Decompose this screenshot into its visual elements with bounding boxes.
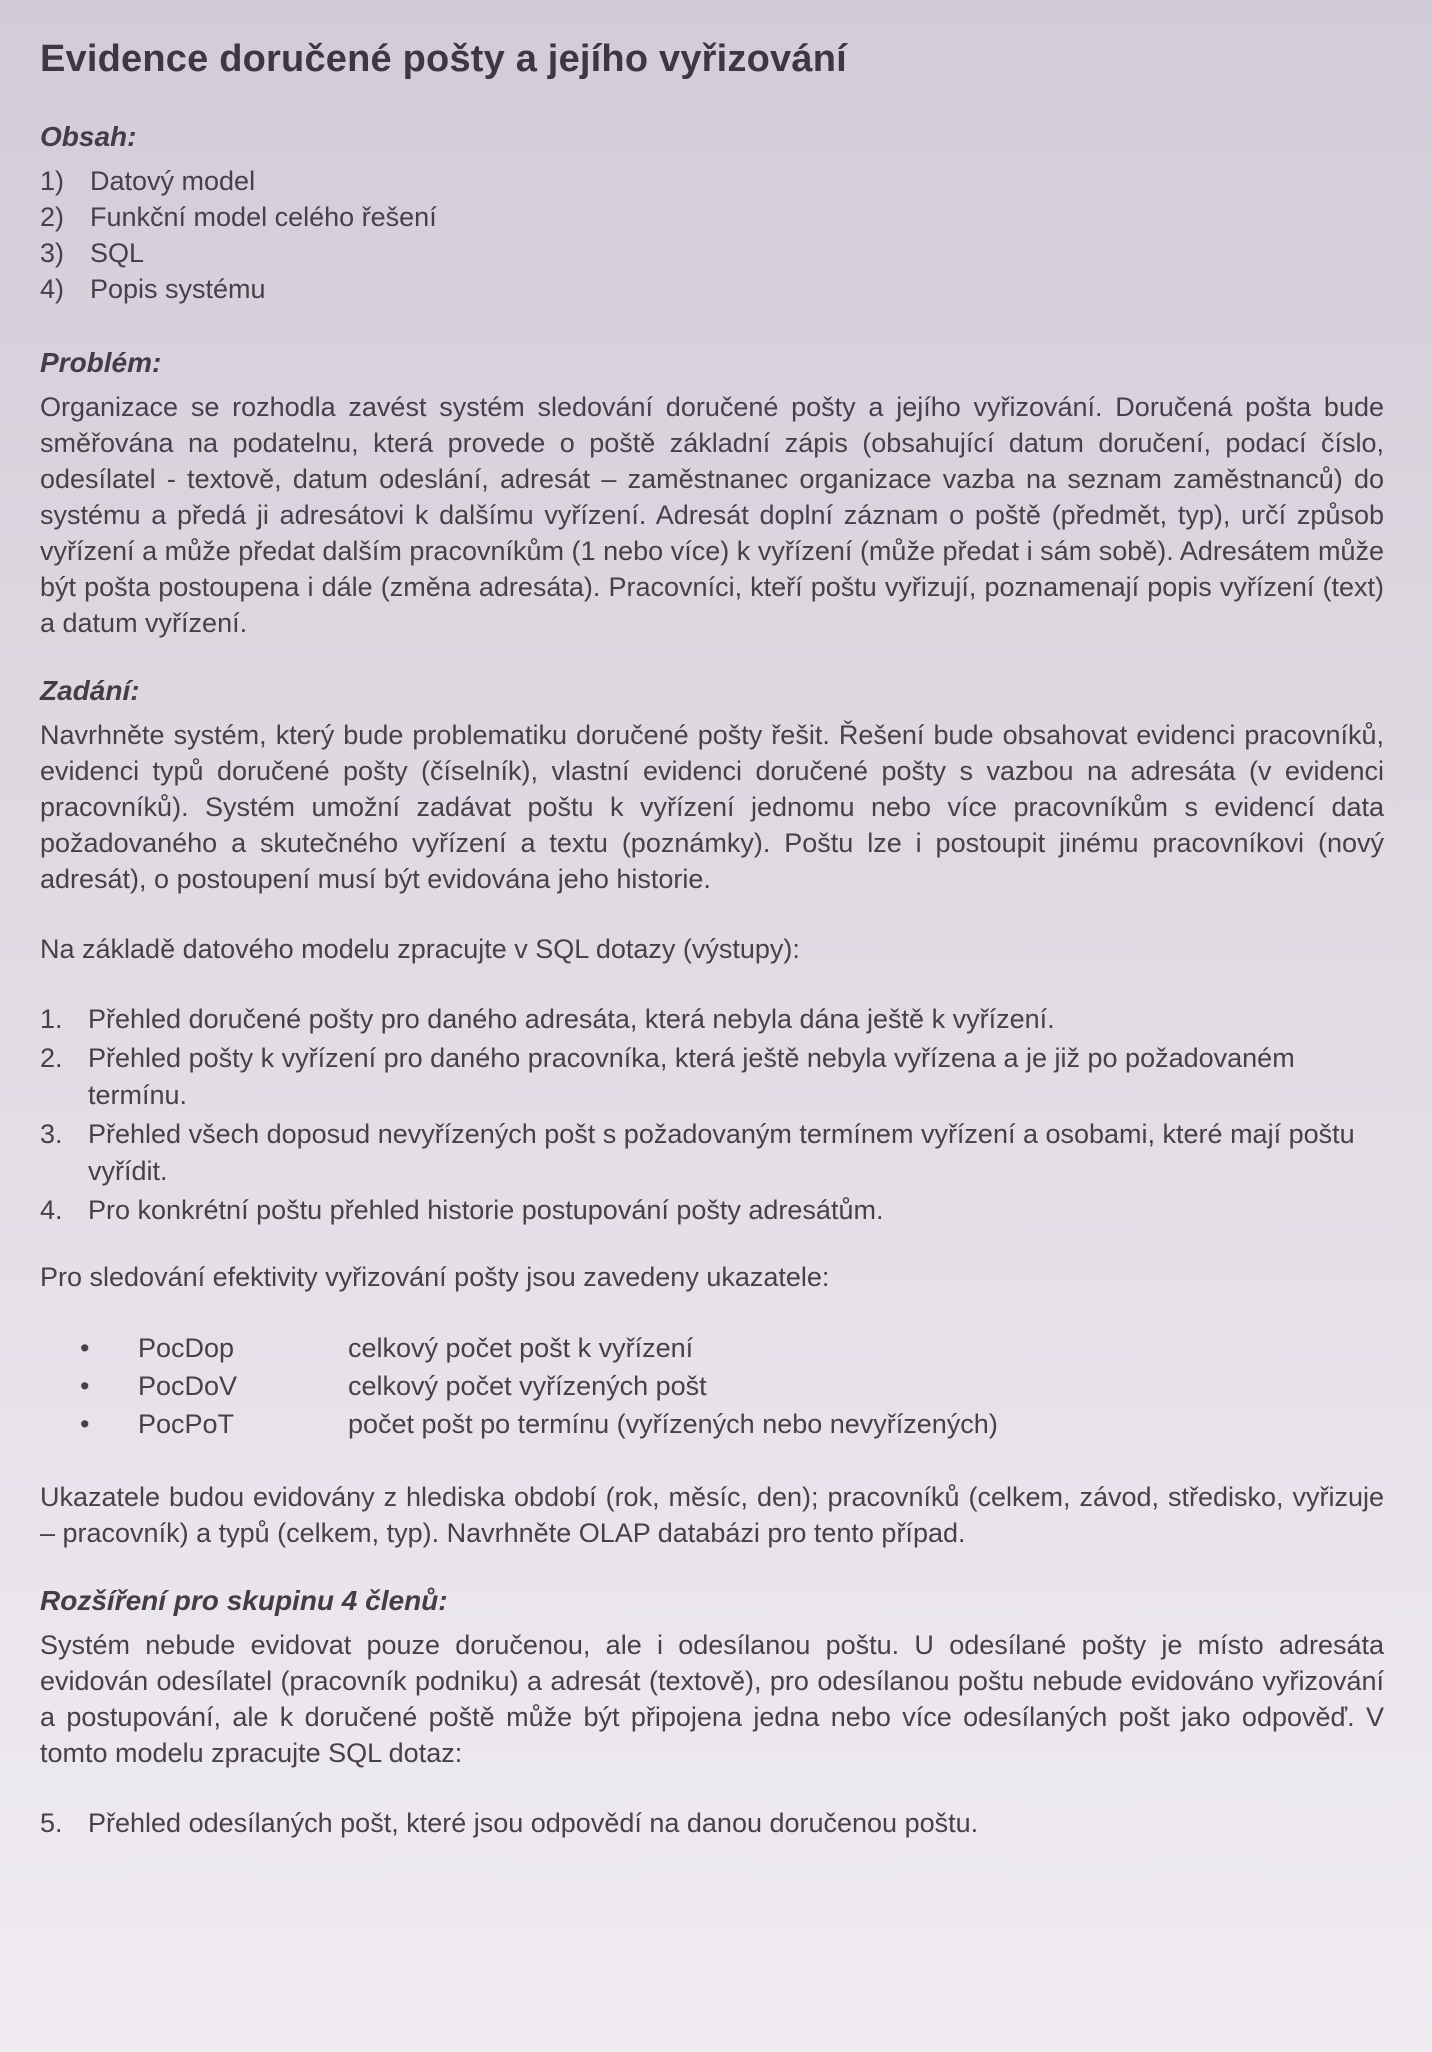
sql-query-item (40, 1116, 1384, 1190)
indicator-code: PocPoT (138, 1409, 235, 1439)
sql-query-item (40, 1192, 1384, 1229)
sql-query-number: 5. (40, 1808, 63, 1838)
sql-intro: Na základě datového modelu zpracujte v SQL dotazy (výstupy): (40, 934, 800, 964)
document-title: Evidence doručené pošty a jejího vyřizování (40, 38, 847, 80)
indicator-item (80, 1405, 1384, 1443)
indicator-item (80, 1367, 1384, 1405)
sql-query-text: Pro konkrétní poštu přehled historie postupování pošty adresátům. (88, 1195, 884, 1225)
problem-paragraph: Organizace se rozhodla zavést systém sledování doručené pošty a jejího vyřizování. Doručená pošta bude směřována na podatelnu, která provede o poště základní zápis (obsahující datum doručení, podací číslo, odesílatel - textově, datum odeslání, adresát – zaměstnanec organizace vazba na seznam zaměstnanců) do systému a předá ji adresátovi k dalšímu vyřízení. Adresát doplní záznam o poště (předmět, typ), určí způsob vyřízení a může předat dalším pracovníkům (1 nebo více) k vyřízení (může předat i sám sobě). Adresátem může být pošta postoupena i dále (změna adresáta). Pracovníci, kteří poštu vyřizují, poznamenají popis vyřízení (text) a datum vyřízení. (40, 392, 1384, 638)
indicator-code: PocDoV (138, 1371, 238, 1401)
extension-heading: Rozšíření pro skupinu 4 členů: (40, 1585, 448, 1616)
assignment-paragraph: Navrhněte systém, který bude problematiku doručené pošty řešit. Řešení bude obsahovat evidenci pracovníků, evidenci typů doručené pošty (číselník), vlastní evidenci doručené pošty s vazbou na adresáta (v evidenci pracovníků). Systém umožní zadávat poštu k vyřízení jednomu nebo více pracovníkům s evidencí data požadovaného a skutečného vyřízení a textu (poznámky). Poštu lze i postoupit jinému pracovníkovi (nový adresát), o postoupení musí být evidována jeho historie. (40, 720, 1384, 894)
extension-paragraph: Systém nebude evidovat pouze doručenou, ale i odesílanou poštu. U odesílané pošty je místo adresáta evidován odesílatel (pracovník podniku) a adresát (textově), pro odesílanou poštu nebude evidováno vyřizování a postupování, ale k doručené poště může být připojena jedna nebo více odesílaných pošt jako odpověď. V tomto modelu zpracujte SQL dotaz: (40, 1630, 1384, 1768)
toc-item (40, 163, 1384, 199)
sql-query-number: 2. (40, 1043, 63, 1073)
toc-item-number: 2) (40, 202, 65, 232)
sql-query-item (40, 1805, 1384, 1842)
toc-item-label: SQL (90, 238, 145, 268)
indicators-intro: Pro sledování efektivity vyřizování pošty jsou zavedeny ukazatele: (40, 1262, 830, 1292)
olap-paragraph: Ukazatele budou evidovány z hlediska období (rok, měsíc, den); pracovníků (celkem, závod, středisko, vyřizuje – pracovník) a typů (celkem, typ). Navrhněte OLAP databázi pro tento případ. (40, 1482, 1384, 1548)
extension-query-list (40, 1805, 1384, 1842)
indicator-description: počet pošt po termínu (vyřízených nebo nevyřízených) (348, 1409, 998, 1439)
toc-heading: Obsah: (40, 121, 137, 152)
toc-item-number: 3) (40, 238, 65, 268)
bullet-icon: • (80, 1371, 90, 1401)
sql-query-text: Přehled všech doposud nevyřízených pošt s požadovaným termínem vyřízení a osobami, které mají poštu vyřídit. (88, 1119, 1355, 1186)
indicator-code: PocDop (138, 1333, 235, 1363)
indicator-description: celkový počet pošt k vyřízení (348, 1333, 694, 1363)
sql-query-number: 1. (40, 1004, 63, 1034)
sql-query-text: Přehled pošty k vyřízení pro daného pracovníka, která ještě nebyla vyřízena a je již po požadovaném termínu. (88, 1043, 1295, 1110)
toc-item-label: Datový model (90, 166, 256, 196)
table-of-contents (40, 163, 1384, 307)
toc-item (40, 235, 1384, 271)
sql-query-item (40, 1040, 1384, 1114)
indicator-list (40, 1329, 1384, 1443)
problem-heading: Problém: (40, 347, 162, 378)
toc-item (40, 271, 1384, 307)
toc-item-number: 1) (40, 166, 65, 196)
toc-item-label: Popis systému (90, 274, 266, 304)
sql-query-list (40, 1001, 1384, 1229)
sql-query-text: Přehled doručené pošty pro daného adresáta, která nebyla dána ještě k vyřízení. (88, 1004, 1055, 1034)
sql-query-number: 4. (40, 1195, 63, 1225)
bullet-icon: • (80, 1333, 90, 1363)
indicator-description: celkový počet vyřízených pošt (348, 1371, 707, 1401)
sql-query-item (40, 1001, 1384, 1038)
toc-item (40, 199, 1384, 235)
bullet-icon: • (80, 1409, 90, 1439)
assignment-heading: Zadání: (40, 675, 140, 706)
sql-query-number: 3. (40, 1119, 63, 1149)
toc-item-label: Funkční model celého řešení (90, 202, 437, 232)
toc-item-number: 4) (40, 274, 65, 304)
sql-query-text: Přehled odesílaných pošt, které jsou odpovědí na danou doručenou poštu. (88, 1808, 979, 1838)
indicator-item (80, 1329, 1384, 1367)
